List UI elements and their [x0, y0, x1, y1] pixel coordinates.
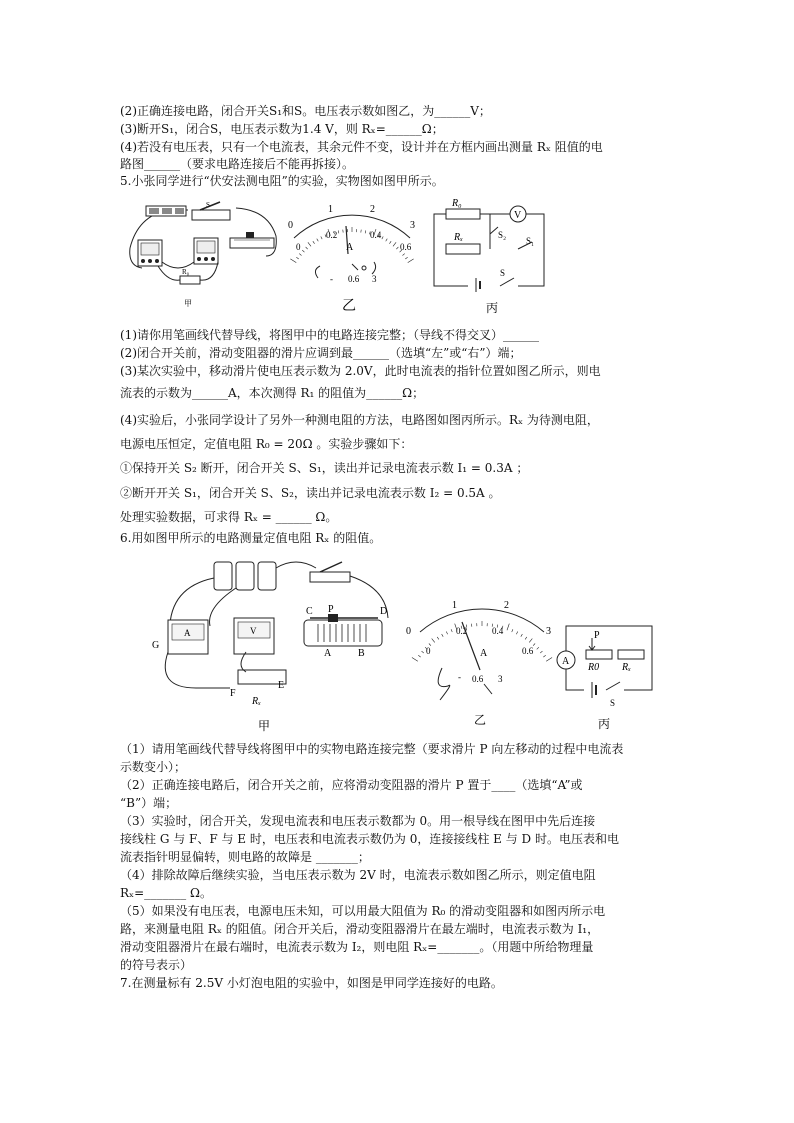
svg-text:3: 3	[410, 220, 415, 231]
fig-caption: 乙	[474, 713, 487, 727]
text-line: 流表的示数为______A，本次测得 R₁ 的阻值为______Ω；	[120, 386, 425, 400]
svg-text:R0: R0	[588, 662, 600, 673]
text-line: (4)实验后，小张同学设计了另外一种测电阻的方法，电路图如图丙所示。Rₓ 为待测电阻，	[120, 413, 599, 427]
meter-tick	[408, 259, 414, 263]
meter-tick	[296, 257, 298, 259]
meter-tick	[308, 242, 311, 246]
text-line: 的符号表示）	[120, 958, 193, 972]
meter-tick	[321, 236, 322, 239]
svg-text:0.4: 0.4	[370, 230, 382, 240]
svg-text:0.6: 0.6	[522, 646, 534, 656]
text-line: (4)若没有电压表，只有一个电流表，其余元件不变，设计并在方框内画出测量 Rₓ 阻值的电	[120, 140, 603, 154]
text-line: 处理实验数据，可求得 Rₓ = ______ Ω。	[120, 510, 338, 524]
svg-text:D: D	[380, 606, 388, 617]
text-line: (2)闭合开关前，滑动变阻器的滑片应调到最______（选填“左”或“右”）端；	[120, 346, 522, 360]
meter-tick	[290, 259, 296, 263]
meter-tick	[365, 230, 366, 233]
meter-tick	[543, 655, 545, 657]
meter-tick	[512, 629, 513, 632]
fig-caption: 甲	[258, 719, 271, 733]
svg-text:A: A	[184, 628, 191, 638]
meter-tick	[396, 247, 398, 249]
svg-text:P: P	[594, 630, 600, 641]
text-line: 接线柱 G 与 F、F 与 E 时，电压表和电流表示数仍为 0，连接接线柱 E 与 D 时。电压表和电	[120, 832, 619, 846]
meter-tick	[418, 655, 420, 657]
svg-text:0: 0	[288, 220, 293, 231]
meter-tick	[516, 632, 517, 635]
meter-tick	[338, 230, 339, 233]
text-line: 流表指针明显偏转，则电路的故障是 _______；	[120, 850, 370, 864]
meter-tick	[446, 632, 447, 635]
question-7-intro: 7.在测量标有 2.5V 小灯泡电阻的实验中，如图是甲同学连接好的电路。	[120, 976, 503, 990]
svg-text:S₂: S₂	[498, 230, 507, 240]
svg-text:0.2: 0.2	[326, 230, 338, 240]
svg-text:A: A	[562, 656, 570, 667]
svg-text:A: A	[480, 648, 488, 659]
meter-tick	[412, 658, 418, 662]
fig-caption: 甲	[184, 299, 192, 308]
svg-text:3: 3	[546, 626, 551, 637]
meter-tick	[451, 629, 452, 632]
svg-text:0.6: 0.6	[400, 242, 412, 252]
text-line: 路图______（要求电路连接后不能再拆接）。	[120, 157, 355, 171]
q6-ammeter-figure	[402, 590, 558, 730]
svg-text:3: 3	[498, 674, 503, 684]
meter-tick	[437, 637, 439, 639]
svg-text:-: -	[330, 274, 333, 284]
text-line: （2）正确连接电路后，闭合开关之前，应将滑动变阻器的滑片 P 置于____（选填“A”或	[120, 778, 583, 792]
svg-text:F: F	[230, 688, 236, 699]
q6-circuit-figure	[550, 612, 662, 732]
meter-tick	[389, 241, 391, 243]
svg-text:V: V	[250, 626, 257, 636]
meter-tick	[521, 634, 523, 637]
svg-text:0.6: 0.6	[348, 274, 360, 284]
svg-text:Rₓ: Rₓ	[622, 662, 631, 673]
text-line: 示数变小）；	[120, 760, 187, 774]
meter-tick	[306, 247, 308, 249]
svg-text:S₁: S₁	[526, 236, 535, 246]
text-line: （3）实验时，闭合开关，发现电流表和电压表示数都为 0。用一根导线在图甲中先后连接	[120, 814, 596, 828]
meter-tick	[386, 239, 388, 242]
meter-tick	[529, 639, 532, 643]
q5-circuit-figure	[428, 194, 558, 316]
text-line: 滑动变阻器滑片在最右端时，电流表示数为 I₂，则电阻 Rₓ=_______。（用题中所给物理量	[120, 940, 594, 954]
text-line: Rₓ=_______ Ω。	[120, 886, 212, 900]
text-line: (1)请你用笔画线代替导线，将图甲中的电路连接完整；（导线不得交叉）______	[120, 328, 540, 342]
svg-text:0: 0	[296, 242, 301, 252]
svg-text:Rₓ: Rₓ	[454, 232, 463, 243]
text-line: （5）如果没有电压表，电源电压未知，可以用最大阻值为 R₀ 的滑动变阻器和如图丙所示电	[120, 904, 606, 918]
meter-tick	[299, 254, 301, 256]
svg-text:0.6: 0.6	[472, 674, 484, 684]
q6-figure-jia	[146, 548, 396, 738]
meter-tick	[442, 634, 444, 637]
meter-tick	[507, 624, 509, 631]
svg-text:S: S	[500, 268, 506, 278]
svg-text:2: 2	[504, 600, 509, 611]
svg-text:R₀: R₀	[182, 268, 190, 276]
text-line: (3)某次实验中，移动滑片使电压表示数为 2.0V，此时电流表的指针位置如图乙所示，则电	[120, 364, 601, 378]
text-line: (3)断开S₁，闭合S，电压表示数为1.4 V，则 Rₓ=______Ω；	[120, 122, 444, 136]
text-line: (2)正确连接电路，闭合开关S₁和S。电压表示数如图乙，为______V；	[120, 104, 491, 118]
fig-caption: 乙	[342, 299, 356, 314]
meter-tick	[432, 639, 435, 643]
q5-figure-jia	[118, 196, 288, 314]
text-line: （4）排除故障后继续实验，当电压表示数为 2V 时，电流表示数如图乙所示，则定值电阻	[120, 868, 596, 882]
meter-tick	[525, 637, 527, 639]
text-line: （1）请用笔画线代替导线将图甲中的实物电路连接完整（要求滑片 P 向左移动的过程中电流表	[120, 742, 624, 756]
text-line: 路，来测量电阻 Rₓ 的阻值。闭合开关后，滑动变阻器滑片在最左端时，电流表示数为 I₁，	[120, 922, 600, 936]
svg-text:S: S	[206, 201, 210, 209]
svg-text:-: -	[458, 672, 461, 682]
svg-text:A: A	[346, 242, 354, 253]
svg-text:0.2: 0.2	[456, 626, 468, 636]
meter-tick	[422, 651, 424, 653]
meter-tick	[382, 236, 383, 239]
meter-tick	[393, 242, 396, 246]
fig-caption: 丙	[598, 717, 611, 731]
text-line: 电源电压恒定，定值电阻 R₀ = 20Ω 。实验步骤如下：	[120, 437, 413, 451]
svg-text:3: 3	[372, 274, 377, 284]
text-line: “B”）端；	[120, 796, 178, 810]
meter-tick	[302, 250, 304, 252]
svg-text:A: A	[324, 648, 332, 659]
svg-text:1: 1	[328, 204, 333, 215]
meter-tick	[537, 647, 539, 649]
fig-caption: 丙	[486, 301, 499, 315]
meter-tick	[533, 644, 535, 646]
meter-tick	[405, 257, 407, 259]
ammeter-needle	[462, 622, 480, 670]
svg-text:P: P	[328, 604, 334, 615]
text-line: ②断开开关 S₁，闭合开关 S、S₂，读出并记录电流表示数 I₂ = 0.5A 。	[120, 486, 501, 500]
meter-tick	[540, 651, 542, 653]
question-6-intro: 6.用如图甲所示的电路测量定值电阻 Rₓ 的阻值。	[120, 531, 382, 545]
svg-text:G: G	[152, 640, 160, 651]
svg-text:0: 0	[406, 626, 411, 637]
meter-tick	[402, 254, 404, 256]
svg-text:R₀: R₀	[452, 198, 462, 209]
svg-text:0: 0	[426, 646, 431, 656]
svg-text:Rₓ: Rₓ	[252, 696, 261, 707]
svg-text:E: E	[278, 680, 285, 691]
meter-tick	[313, 241, 315, 243]
svg-text:B: B	[358, 648, 365, 659]
question-5-intro: 5.小张同学进行“伏安法测电阻”的实验，实物图如图甲所示。	[120, 174, 444, 188]
svg-text:2: 2	[370, 204, 375, 215]
svg-text:1: 1	[452, 600, 457, 611]
svg-text:V: V	[514, 210, 522, 221]
svg-text:0.4: 0.4	[492, 626, 504, 636]
svg-text:S: S	[610, 698, 616, 708]
meter-tick	[317, 239, 319, 242]
q5-ammeter-figure	[282, 198, 422, 318]
svg-text:C: C	[306, 606, 313, 617]
text-line: ①保持开关 S₂ 断开，闭合开关 S、S₁，读出并记录电流表示数 I₁ = 0.3A ；	[120, 461, 529, 475]
